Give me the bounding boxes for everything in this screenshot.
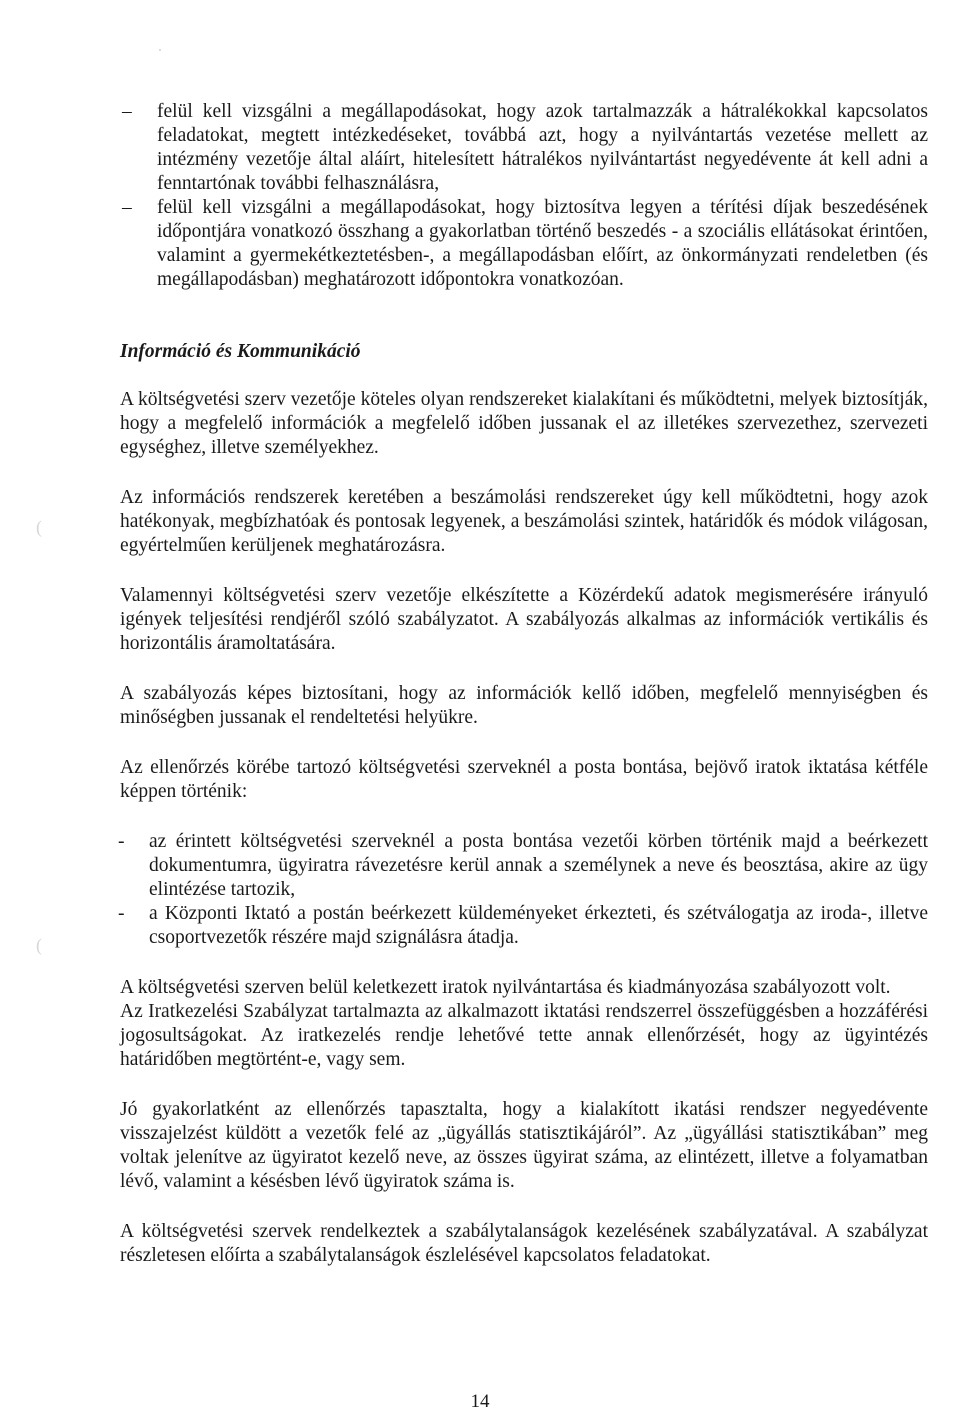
list-bullet: – [122, 197, 132, 218]
list-item [120, 902, 928, 950]
posta-list [120, 830, 928, 950]
paragraph: Az információs rendszerek keretében a beszámolási rendszereket úgy kell működtetni, hogy azok hatékonyak, megbízhatóak és pontosak legyenek, a beszámolási szintek, határidők és módok világosan, egyértelműen kerüljenek meghatározásra. [120, 487, 928, 556]
paragraph: A szabályozás képes biztosítani, hogy az információk kellő időben, megfelelő mennyiségben és minőségben jussanak el rendeltetési helyükre. [120, 683, 928, 728]
scan-speck: · [157, 40, 163, 60]
paragraph: Az ellenőrzés körébe tartozó költségvetési szerveknél a posta bontása, bejövő iratok iktatása kétféle képpen történik: [120, 757, 928, 802]
paragraph: A költségvetési szerv vezetője köteles olyan rendszereket kialakítani és működtetni, melyek biztosítják, hogy a megfelelő információk a megfelelő időben jussanak el az illetékes szervezethez, szervezeti egységhez, illetve személyekhez. [120, 389, 928, 458]
paragraph: Valamennyi költségvetési szerv vezetője elkészítette a Közérdekű adatok megismerésére irányuló igények teljesítési rendjéről szóló szabályzatot. A szabályozás alkalmas az információk vertikális és horizontális áramoltatására. [120, 585, 928, 654]
document-body [120, 100, 928, 1268]
list-item [120, 100, 928, 196]
list-bullet: - [118, 903, 125, 924]
list-bullet: - [118, 831, 125, 852]
list-item-text: felül kell vizsgálni a megállapodásokat, hogy azok tartalmazzák a hátralékokkal kapcsolatos feladatokat, megtett intézkedéseket, továbbá azt, hogy a nyilvántartás vezetése mellett az intézmény vezetője által aláírt, hitelesített hátralékos nyilvántartást negyedévente át kell adni a fenntartónak további felhasználásra, [157, 101, 928, 194]
scan-speck: ( [36, 517, 42, 537]
list-item-text: a Központi Iktató a postán beérkezett küldeményeket érkezteti, és szétválogatja az iroda-, illetve csoportvezetők részére majd szignálásra átadja. [149, 903, 928, 948]
section-heading: Információ és Kommunikáció [120, 341, 361, 362]
page-number: 14 [470, 1391, 490, 1412]
list-item [120, 830, 928, 902]
list-bullet: – [122, 101, 132, 122]
paragraph: Az Iratkezelési Szabályzat tartalmazta az alkalmazott iktatási rendszerrel összefüggésben a hozzáférési jogosultságokat. Az iratkezelés rendje lehetővé tette annak ellenőrzését, hogy az ügyintézés határidőben megtörtént-e, vagy sem. [120, 1001, 928, 1070]
list-item [120, 196, 928, 292]
list-item-text: az érintett költségvetési szerveknél a posta bontása vezetői körben történik majd a beérkezett dokumentumra, ügyiratra rávezetésre kerül annak a személynek a neve és beosztása, akire az ügy elintézése tartozik, [149, 831, 928, 900]
paragraph: A költségvetési szervek rendelkeztek a szabálytalanságok kezelésének szabályzatával. A szabályzat részletesen előírta a szabálytalanságok észlelésével kapcsolatos feladatokat. [120, 1221, 928, 1266]
list-item-text: felül kell vizsgálni a megállapodásokat, hogy biztosítva legyen a térítési díjak beszedésének időpontjára vonatkozó összhang a gyakorlatban történő beszedés - a szociális ellátásokat érintően, valamint a gyermekétkeztetésben-, a megállapodásban előírt, az önkormányzati rendeletben (és megállapodásban) meghatározott időpontokra vonatkozóan. [157, 197, 928, 290]
paragraph: A költségvetési szerven belül keletkezett iratok nyilvántartása és kiadmányozása szabályozott volt. [120, 977, 891, 998]
intro-list [120, 100, 928, 292]
scan-speck: ( [36, 935, 42, 955]
paragraph: Jó gyakorlatként az ellenőrzés tapasztalta, hogy a kialakított ikatási rendszer negyedévente visszajelzést küldött a vezetők felé az „ügyállás statisztikájáról”. Az „ügyállási statisztikában” meg voltak jelenítve az ügyiratot kezelő neve, az összes ügyirat száma, az elintézett, illetve a folyamatban lévő, valamint a késésben lévő ügyiratok száma is. [120, 1099, 928, 1192]
